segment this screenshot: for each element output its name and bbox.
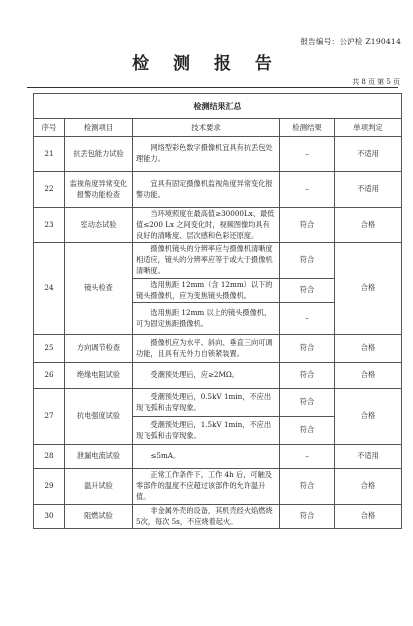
header-rule	[27, 87, 398, 88]
requirement: ≤5mA。	[133, 445, 280, 469]
column-header-verdict: 单项判定	[335, 119, 402, 137]
table-row	[34, 504, 402, 529]
verdict: 合格	[335, 504, 402, 529]
requirement: 选用焦距 12mm（含 12mm）以下的镜头摄像机，应为变焦镜头摄像机。	[133, 278, 280, 303]
document-title: 检 测 报 告	[132, 54, 281, 74]
report-number: 报告编号：公沪检 Z190414	[300, 37, 401, 46]
requirement: 非金属外壳的设备，其机壳经火焰燃烧 5次，每次 5s，不应烧着起火。	[133, 504, 280, 529]
verdict: 不适用	[335, 172, 402, 208]
test-item: 室动态试验	[65, 208, 133, 243]
table-row	[34, 445, 402, 469]
verdict: 合格	[335, 363, 402, 389]
table-row	[34, 137, 402, 172]
row-number: 23	[34, 208, 65, 243]
test-result: 符合	[280, 469, 335, 504]
column-header-result: 检测结果	[280, 119, 335, 137]
verdict: 不适用	[335, 137, 402, 172]
test-item: 抗丢包能力试验	[65, 137, 133, 172]
requirement: 受潮预处理后，1.5kV 1min，不应出现飞弧和击穿现象。	[133, 417, 280, 445]
row-number: 21	[34, 137, 65, 172]
row-number: 25	[34, 335, 65, 363]
column-header-requirements: 技术要求	[133, 119, 280, 137]
test-result: –	[280, 303, 335, 335]
test-result: 符合	[280, 504, 335, 529]
table-row	[34, 208, 402, 243]
test-result: 符合	[280, 278, 335, 303]
requirement: 当环境照度在最高值≥30000Lx、最低值≤200 Lx 之间变化时，视频图像均具有良好的清晰度、层次感和色彩还原度。	[133, 208, 280, 243]
row-number: 26	[34, 363, 65, 389]
test-item: 温升试验	[65, 469, 133, 504]
row-number: 22	[34, 172, 65, 208]
test-item: 阻燃试验	[65, 504, 133, 529]
requirement: 摄像机镜头的分辨率应与摄像机清晰度相适应，镜头的分辨率应等于或大于摄像机清晰度。	[133, 243, 280, 278]
test-result: –	[280, 445, 335, 469]
requirement: 网络型彩色数字摄像机宜具有抗丢包处理能力。	[133, 137, 280, 172]
header-row	[34, 119, 402, 137]
requirement: 受潮预处理后，0.5kV 1min，不应出现飞弧和击穿现象。	[133, 389, 280, 417]
results-summary-table	[33, 93, 402, 529]
test-result: 符合	[280, 208, 335, 243]
test-result: 符合	[280, 417, 335, 445]
test-item: 泄漏电流试验	[65, 445, 133, 469]
verdict: 合格	[335, 389, 402, 445]
verdict: 合格	[335, 335, 402, 363]
test-item: 镜头检查	[65, 243, 133, 335]
requirement: 正常工作条件下，工作 4h 后，可触及零部件的温度不应超过该部件的允许温升值。	[133, 469, 280, 504]
row-number: 24	[34, 243, 65, 335]
verdict: 合格	[335, 469, 402, 504]
table-caption: 检测结果汇总	[34, 94, 402, 119]
requirement: 受潮预处理后，应≥2MΩ。	[133, 363, 280, 389]
test-item: 监视角度异常变化报警功能检查	[65, 172, 133, 208]
row-number: 27	[34, 389, 65, 445]
table-row	[34, 172, 402, 208]
test-item: 绝缘电阻试验	[65, 363, 133, 389]
requirement: 选用焦距 12mm 以上的镜头摄像机，可为固定焦距摄像机。	[133, 303, 280, 335]
table-row	[34, 469, 402, 504]
test-result: 符合	[280, 363, 335, 389]
column-header-no: 序号	[34, 119, 65, 137]
requirement: 摄像机应为水平、斜向、垂直三向可调功能，且具有无外力自锁紧装置。	[133, 335, 280, 363]
row-number: 29	[34, 469, 65, 504]
test-result: 符合	[280, 389, 335, 417]
table-row	[34, 389, 402, 417]
page-info	[351, 77, 401, 87]
test-result: –	[280, 172, 335, 208]
test-item: 方向调节检查	[65, 335, 133, 363]
row-number: 30	[34, 504, 65, 529]
table-row	[34, 363, 402, 389]
verdict: 合格	[335, 208, 402, 243]
requirement: 宜具有固定摄像机监视角度异常变化报警功能。	[133, 172, 280, 208]
verdict: 不适用	[335, 445, 402, 469]
test-result: 符合	[280, 335, 335, 363]
test-result: 符合	[280, 243, 335, 278]
verdict: 合格	[335, 243, 402, 335]
test-result: –	[280, 137, 335, 172]
row-number: 28	[34, 445, 65, 469]
test-item: 抗电强度试验	[65, 389, 133, 445]
page-total: 共 8 页	[352, 78, 376, 86]
table-row	[34, 335, 402, 363]
page-current: 第 5 页	[377, 78, 400, 86]
table-row	[34, 243, 402, 278]
column-header-item: 检测项目	[65, 119, 133, 137]
